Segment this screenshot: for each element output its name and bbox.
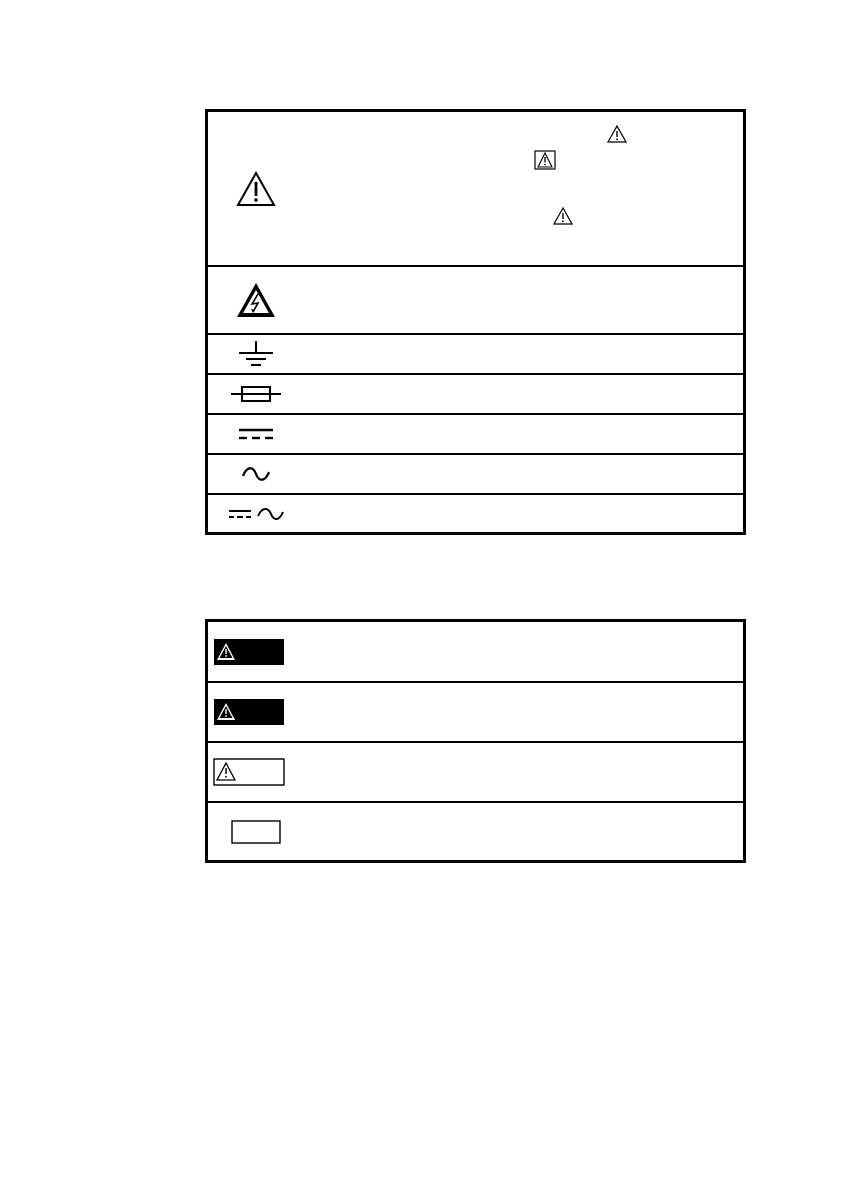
signal-description: [304, 803, 735, 860]
boxed-warning-icon: [534, 150, 556, 170]
signal-description: [304, 683, 735, 741]
dc-ac-icon: [208, 495, 304, 532]
symbol-description: [304, 455, 735, 493]
symbol-row-dc-ac: [208, 495, 743, 532]
note-signal-word-icon: [208, 803, 304, 860]
signal-description: [304, 743, 735, 801]
signal-word-table: [205, 619, 746, 863]
symbol-description: [304, 495, 735, 532]
symbol-row-caution: [208, 112, 743, 267]
caution-signal-word-icon: [208, 743, 304, 801]
signal-description: [304, 622, 735, 681]
ac-icon: [208, 455, 304, 493]
dc-icon: [208, 415, 304, 453]
danger-signal-word-icon: [208, 622, 304, 681]
signal-row-note: [208, 803, 743, 860]
signal-row-danger: [208, 622, 743, 683]
symbol-description: [304, 335, 735, 373]
warning-triangle-icon: [553, 207, 573, 225]
warning-signal-word-icon: [208, 683, 304, 741]
symbol-description: [304, 375, 735, 413]
symbol-description: [304, 267, 735, 333]
warning-triangle-icon: [208, 112, 304, 265]
signal-row-warning: [208, 683, 743, 743]
signal-row-caution: [208, 743, 743, 803]
symbol-row-high-voltage: [208, 267, 743, 335]
symbol-row-dc: [208, 415, 743, 455]
ground-icon: [208, 335, 304, 373]
symbol-row-ac: [208, 455, 743, 495]
fuse-icon: [208, 375, 304, 413]
symbol-row-ground: [208, 335, 743, 375]
symbol-description: [304, 112, 735, 265]
symbol-row-fuse: [208, 375, 743, 415]
high-voltage-icon: [208, 267, 304, 333]
symbol-description: [304, 415, 735, 453]
warning-triangle-icon: [607, 125, 627, 143]
safety-symbols-table: [205, 109, 746, 535]
